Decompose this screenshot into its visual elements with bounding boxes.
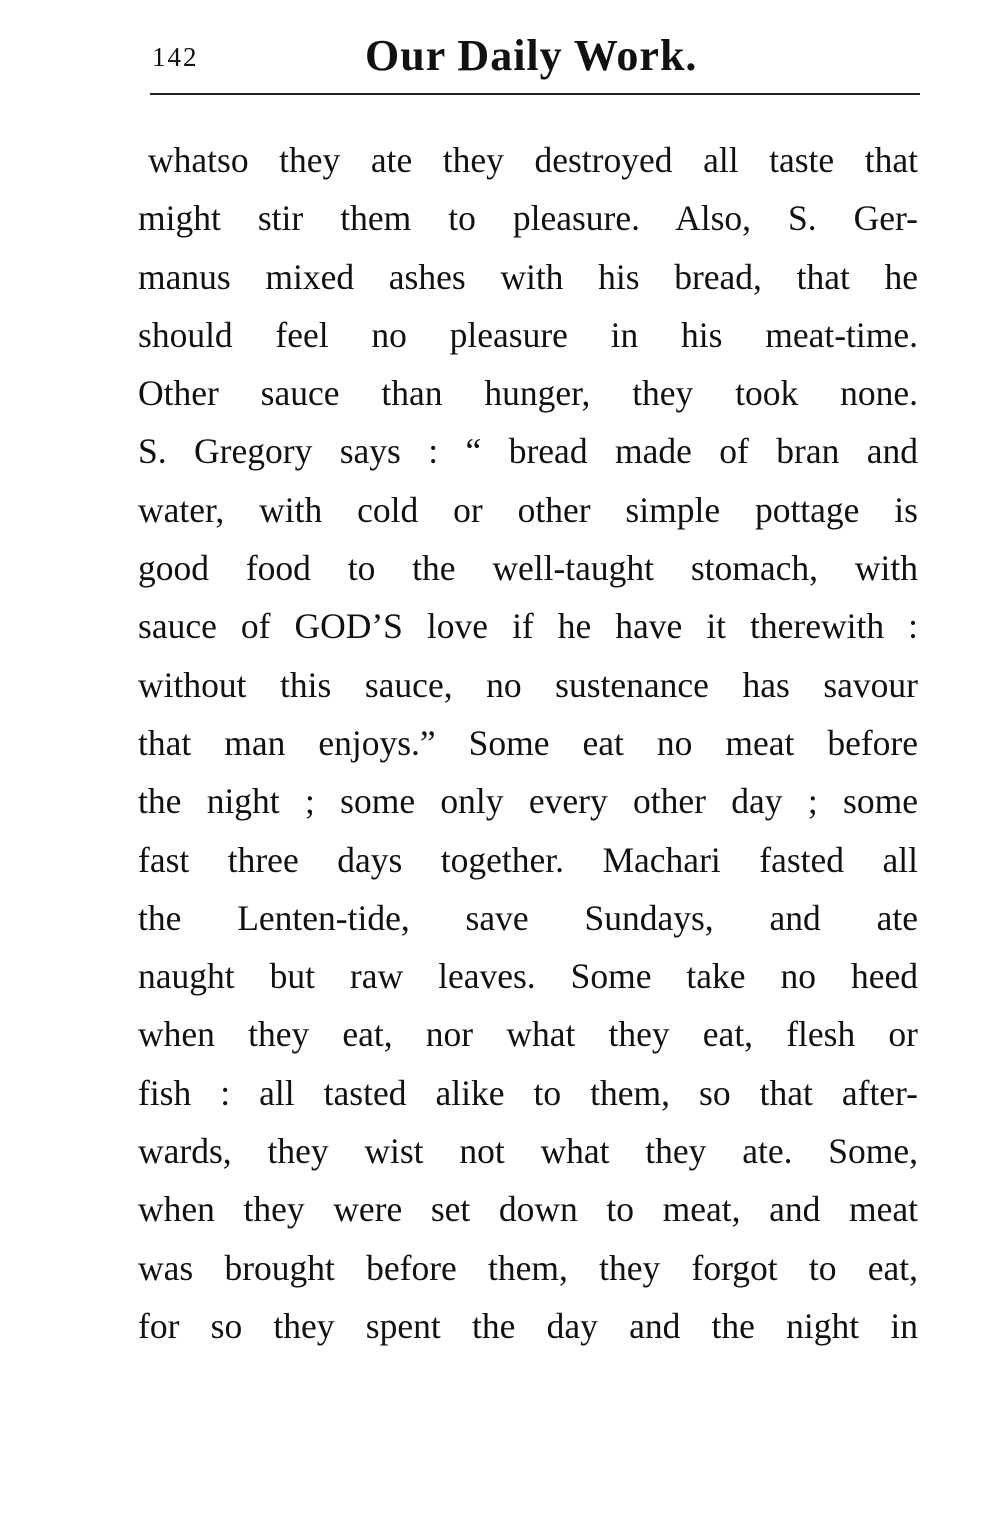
running-title: Our Daily Work. (365, 31, 698, 80)
text-line: good food to the well-taught stomach, with (138, 548, 918, 589)
text-line: that man enjoys.” Some eat no meat before (138, 722, 918, 763)
text-line: whatso they ate they destroyed all taste that (148, 140, 918, 180)
text-line: fast three days together. Machari fasted all (138, 839, 918, 880)
text-line: fish : all tasted alike to them, so that after- (138, 1072, 918, 1113)
text-line: when they eat, nor what they eat, flesh or (138, 1014, 918, 1055)
page-number: 142 (152, 42, 199, 72)
header-rule (150, 93, 920, 95)
text-line: for so they spent the day and the night in (138, 1305, 918, 1346)
text-line: water, with cold or other simple pottage is (138, 489, 918, 530)
body-text (138, 131, 918, 1355)
text-line: the night ; some only every other day ; some (138, 781, 918, 822)
text-line: wards, they wist not what they ate. Some, (138, 1131, 918, 1172)
text-line: S. Gregory says : “ bread made of bran and (138, 431, 918, 472)
text-line: without this sauce, no sustenance has savour (138, 664, 918, 705)
text-line: sauce of GOD’S love if he have it therewith : (138, 606, 918, 647)
page-header (150, 30, 920, 90)
text-line: was brought before them, they forgot to eat, (138, 1247, 918, 1288)
text-line: the Lenten-tide, save Sundays, and ate (138, 897, 918, 938)
text-line: Other sauce than hunger, they took none. (138, 373, 918, 414)
text-line: should feel no pleasure in his meat-time. (138, 314, 918, 355)
text-line: manus mixed ashes with his bread, that he (138, 256, 918, 297)
text-line: naught but raw leaves. Some take no heed (138, 956, 918, 997)
text-line: when they were set down to meat, and meat (138, 1189, 918, 1230)
text-line: might stir them to pleasure. Also, S. Ger- (138, 198, 918, 239)
